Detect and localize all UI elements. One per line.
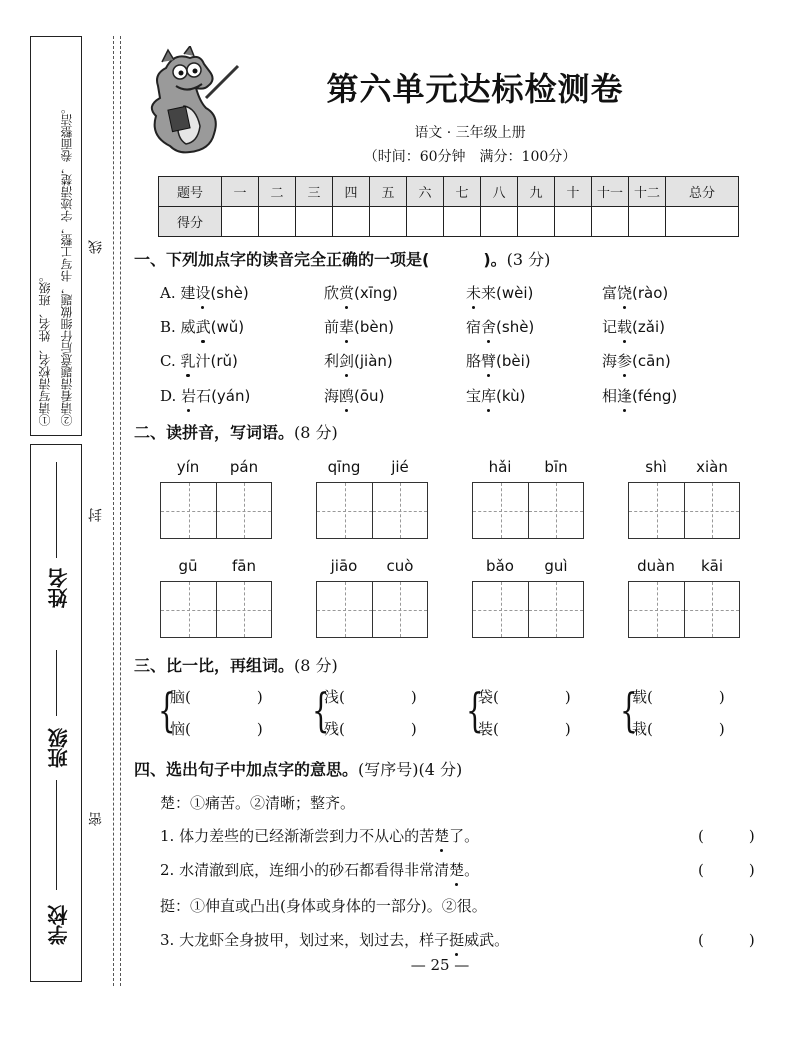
pinyin-text: kāi bbox=[700, 557, 724, 575]
writing-cell[interactable] bbox=[684, 582, 739, 637]
writing-cell[interactable] bbox=[317, 483, 372, 538]
q1-option-d-3: 宝库(kù) bbox=[466, 387, 526, 405]
brace-icon: { bbox=[466, 683, 484, 737]
score-col: 八 bbox=[481, 177, 518, 207]
class-label: 班级 bbox=[47, 728, 71, 768]
q1-option-c-3: 胳臂(bèi) bbox=[466, 352, 531, 370]
score-col: 五 bbox=[370, 177, 407, 207]
score-cell[interactable] bbox=[592, 207, 629, 237]
seal-mi: 密 bbox=[88, 812, 104, 826]
score-row-label: 得分 bbox=[159, 207, 222, 237]
notice-line-2: ②请看清题意后仔细做题，书写工整，字迹清楚，卷面整洁。 bbox=[60, 102, 74, 426]
score-col: 十二 bbox=[629, 177, 666, 207]
writing-cell[interactable] bbox=[372, 582, 427, 637]
q1-option-c-2: 利剑(jiàn) bbox=[324, 352, 393, 370]
page-title: 第六单元达标检测卷 bbox=[326, 70, 624, 108]
score-cell[interactable] bbox=[296, 207, 333, 237]
score-header-label: 题号 bbox=[159, 177, 222, 207]
writing-cell[interactable] bbox=[528, 483, 583, 538]
answer-paren-3[interactable]: ( ) bbox=[698, 931, 755, 949]
score-cell[interactable] bbox=[666, 207, 739, 237]
writing-cell[interactable] bbox=[216, 483, 271, 538]
q3-title: 三、比一比，再组词。(8 分) bbox=[134, 656, 338, 675]
pinyin-text: jiāo bbox=[330, 557, 358, 575]
pinyin-text: gū bbox=[178, 557, 198, 575]
q1-option-a-3: 未来(wèi) bbox=[466, 284, 534, 302]
pinyin-text: pán bbox=[229, 458, 259, 476]
compare-group: { 浅( ) 残( ) bbox=[312, 683, 417, 738]
pinyin-text: guì bbox=[544, 557, 568, 575]
notice-line-1: ①请写清校名、姓名、班级。 bbox=[38, 270, 52, 426]
score-cell[interactable] bbox=[444, 207, 481, 237]
compare-char: 栽( bbox=[632, 720, 653, 738]
pinyin-text: jié bbox=[391, 458, 409, 476]
q1-option-b[interactable]: B. 威武(wǔ) bbox=[160, 318, 245, 336]
cut-line-2 bbox=[120, 36, 121, 986]
seal-feng: 封 bbox=[88, 508, 104, 522]
compare-group: { 载( ) 栽( ) bbox=[620, 683, 725, 738]
sentence-3: 3. 大龙虾全身披甲，划过来，划过去，样子挺威武。 bbox=[160, 931, 510, 949]
score-cell[interactable] bbox=[518, 207, 555, 237]
compare-char: 浅( bbox=[324, 688, 345, 706]
score-col: 二 bbox=[259, 177, 296, 207]
name-label: 姓名 bbox=[47, 568, 71, 608]
q1-option-b-2: 前辈(bèn) bbox=[324, 318, 394, 336]
pinyin-text: shì bbox=[645, 458, 667, 476]
score-cell[interactable] bbox=[333, 207, 370, 237]
q1-option-b-4: 记载(zǎi) bbox=[602, 318, 665, 336]
answer-paren-2[interactable]: ( ) bbox=[698, 861, 755, 879]
compare-char: 残( bbox=[324, 720, 345, 738]
pinyin-text: bǎo bbox=[486, 557, 514, 575]
score-cell[interactable] bbox=[370, 207, 407, 237]
school-field[interactable] bbox=[56, 780, 57, 890]
writing-cell[interactable] bbox=[473, 582, 528, 637]
q1-option-a[interactable]: A. 建设(shè) bbox=[160, 284, 249, 302]
subtitle: 语文 · 三年级上册 bbox=[414, 125, 526, 141]
score-col: 十一 bbox=[592, 177, 629, 207]
writing-cell[interactable] bbox=[161, 483, 216, 538]
q2-title: 二、读拼音，写词语。(8 分) bbox=[134, 423, 338, 442]
score-col: 一 bbox=[222, 177, 259, 207]
compare-char: 脑( bbox=[170, 688, 191, 706]
time-info: （时间：60分钟 满分：100分） bbox=[363, 149, 577, 165]
pinyin-text: bīn bbox=[544, 458, 568, 476]
sentence-2: 2. 水清澈到底，连细小的砂石都看得非常清楚。 bbox=[160, 861, 480, 879]
score-cell[interactable] bbox=[222, 207, 259, 237]
q1-option-d-2: 海鸥(ōu) bbox=[324, 387, 385, 405]
sentence-1: 1. 体力差些的已经渐渐尝到力不从心的苦楚了。 bbox=[160, 827, 480, 845]
score-cell[interactable] bbox=[629, 207, 666, 237]
answer-paren-1[interactable]: ( ) bbox=[698, 827, 755, 845]
writing-cell[interactable] bbox=[161, 582, 216, 637]
writing-cell[interactable] bbox=[372, 483, 427, 538]
pinyin-text: hǎi bbox=[488, 458, 512, 476]
writing-cell[interactable] bbox=[216, 582, 271, 637]
score-table bbox=[158, 176, 739, 237]
score-col: 九 bbox=[518, 177, 555, 207]
cut-line-1 bbox=[113, 36, 114, 986]
dragon-mascot-icon bbox=[140, 46, 240, 158]
class-field[interactable] bbox=[56, 650, 57, 716]
pinyin-text: yín bbox=[176, 458, 200, 476]
q1-option-d[interactable]: D. 岩石(yán) bbox=[160, 387, 251, 405]
q1-option-a-2: 欣赏(xīng) bbox=[324, 284, 398, 302]
q1-option-a-4: 富饶(rào) bbox=[602, 284, 669, 302]
compare-group: { 脑( ) 恼( ) bbox=[158, 683, 263, 738]
q4-title: 四、选出句子中加点字的意思。(写序号)(4 分) bbox=[134, 760, 463, 779]
score-col: 七 bbox=[444, 177, 481, 207]
score-cell[interactable] bbox=[481, 207, 518, 237]
definition-ting: 挺：①伸直或凸出(身体或身体的一部分)。②很。 bbox=[160, 897, 487, 915]
writing-cell[interactable] bbox=[629, 483, 684, 538]
school-label: 学校 bbox=[47, 905, 71, 945]
score-cell[interactable] bbox=[259, 207, 296, 237]
brace-icon: { bbox=[620, 683, 638, 737]
writing-cell[interactable] bbox=[473, 483, 528, 538]
score-cell[interactable] bbox=[407, 207, 444, 237]
q1-option-c[interactable]: C. 乳汁(rǔ) bbox=[160, 352, 238, 370]
page-number: — 25 — bbox=[410, 956, 470, 974]
q1-option-c-4: 海参(cān) bbox=[602, 352, 671, 370]
writing-cell[interactable] bbox=[317, 582, 372, 637]
pinyin-text: xiàn bbox=[696, 458, 728, 476]
name-field[interactable] bbox=[56, 462, 57, 558]
score-col: 三 bbox=[296, 177, 333, 207]
brace-icon: { bbox=[158, 683, 176, 737]
definition-chu: 楚：①痛苦。②清晰；整齐。 bbox=[160, 794, 356, 812]
brace-icon: { bbox=[312, 683, 330, 737]
q1-option-d-4: 相逢(féng) bbox=[602, 387, 678, 405]
writing-cell[interactable] bbox=[528, 582, 583, 637]
compare-char: 恼( bbox=[170, 720, 191, 738]
writing-cell[interactable] bbox=[629, 582, 684, 637]
pinyin-text: qīng bbox=[327, 458, 361, 476]
compare-char: 装( bbox=[478, 720, 499, 738]
compare-char: 载( bbox=[632, 688, 653, 706]
compare-group: { 袋( ) 装( ) bbox=[466, 683, 571, 738]
q1-option-b-3: 宿舍(shè) bbox=[466, 318, 535, 336]
pinyin-text: duàn bbox=[637, 557, 675, 575]
score-col-total: 总分 bbox=[666, 177, 739, 207]
score-col: 六 bbox=[407, 177, 444, 207]
score-col: 十 bbox=[555, 177, 592, 207]
pinyin-text: fān bbox=[232, 557, 256, 575]
compare-char: 袋( bbox=[478, 688, 499, 706]
writing-cell[interactable] bbox=[684, 483, 739, 538]
score-cell[interactable] bbox=[555, 207, 592, 237]
q1-title: 一、下列加点字的读音完全正确的一项是( )。(3 分) bbox=[134, 250, 551, 269]
seal-xian: 线 bbox=[88, 240, 104, 254]
pinyin-text: cuò bbox=[386, 557, 414, 575]
score-col: 四 bbox=[333, 177, 370, 207]
